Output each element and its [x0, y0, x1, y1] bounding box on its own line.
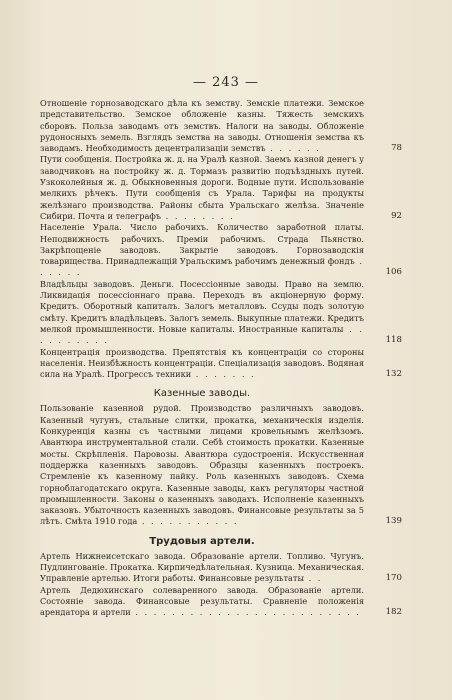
- toc-entry: Владѣльцы заводовъ. Деньги. Посессiонные заводы. Право на землю. Ликвидацiя посессiоннаго права. Переходъ въ акцiонерную форму. Кредитъ. Оборотный капиталъ. Залогъ металловъ. Ссуды подъ золотую смѣту. Кредитъ владѣльцевъ. Залогъ земель. Выкупные платежи. Кредитъ мелкой промышленности. Новые капиталы. Иностранные капиталы . . . . . . . . . . 118: [40, 278, 402, 346]
- toc-entry-page: 182: [385, 607, 402, 618]
- toc-entry: Отношенiе горнозаводскаго дѣла къ земству. Земскiе платежи. Земское представительство. Земское обложенiе казны. Тяжесть земскихъ сборовъ. Польза заводамъ отъ земствъ. Налоги на заводы. Обложенiе рудоносныхъ земель. Взглядъ земства на заводы. Отношенiя земства къ заводамъ. Необходимость децентрализацiи земствъ . . . . . . 78: [40, 98, 402, 154]
- page-number: — 243 —: [192, 75, 260, 90]
- toc-entry-text: Пользованiе казенной рудой. Производство различныхъ заводовъ. Казенный чугунъ, стальные слитки, прокатка, механическiя изделiя. Конкуренцiя казны съ частными лицами кровельнымъ желѣзомъ. Авантюра инструментальной стали. Себѣ стоимость прокатки. Казенные мосты. Скрѣпленiя. Паровозы. Авантюра судостроенiя. Искусственная поддержка казенныхъ заводовъ. Образцы казенныхъ построекъ. Стремленiе къ казенному пайку. Роль казенныхъ заводовъ. Схема горноблагодатскаго округа. Казенные заводы, какъ регуляторы частной промышленности. Законы о казенныхъ заводахъ. Исполненiе казенныхъ заказовъ. Убыточность казенныхъ заводовъ. Финансовые результаты за 5 лѣтъ. Смѣта 1910 года: [40, 403, 364, 527]
- toc-entry-text: Владѣльцы заводовъ. Деньги. Посессiонные заводы. Право на землю. Ликвидацiя посессiоннаго права. Переходъ въ акцiонерную форму. Кредитъ. Оборотный капиталъ. Залогъ металловъ. Ссуды подъ золотую смѣту. Кредитъ владѣльцевъ. Залогъ земель. Выкупные платежи. Кредитъ мелкой промышленности. Новые капиталы. Иностранные капиталы: [40, 278, 364, 334]
- toc-entry: Пользованiе казенной рудой. Производство различныхъ заводовъ. Казенный чугунъ, стальные слитки, прокатка, механическiя изделiя. Конкуренцiя казны съ частными лицами кровельнымъ желѣзомъ. Авантюра инструментальной стали. Себѣ стоимость прокатки. Казенные мосты. Скрѣпленiя. Паровозы. Авантюра судостроенiя. Искусственная поддержка казенныхъ заводовъ. Образцы казенныхъ построекъ. Стремленiе къ казенному пайку. Роль казенныхъ заводовъ. Схема горноблагодатскаго округа. Казенные заводы, какъ регуляторы частной промышленности. Законы о казенныхъ заводахъ. Исполненiе казенныхъ заказовъ. Убыточность казенныхъ заводовъ. Финансовые результаты за 5 лѣтъ. Смѣта 1910 года . . . . . . . . . . . 139: [40, 403, 402, 527]
- toc-entry-text: Концентрацiя производства. Препятствiя къ концентрацiи со стороны населенiя. Неизбѣжность концентрацiи. Спецiализацiя заводовъ. Водяная сила на Уралѣ. Прогрессъ техники: [40, 346, 364, 380]
- toc-entry-page: 92: [391, 210, 402, 221]
- toc-entry-page: 132: [385, 369, 402, 380]
- toc-entry-page: 118: [385, 335, 402, 346]
- toc-entry-text: Населенiе Урала. Число рабочихъ. Количество заработной платы. Неподвижность рабочихъ. Премiи рабочимъ. Страда Пьянство. Закрѣпощенiе заводовъ. Закрытiе заводовъ. Горнозаводскiя товарищества. Принадлежащiй Уральскимъ рабочимъ денежный фондъ: [40, 222, 364, 267]
- toc-entry: Артель Дедюхинскаго солеваренного завода. Образованiе артели. Состоянiе завода. Финансовые результаты. Сравненiе положенiя арендатора и артели . . . . . . . . . . . . . . . . . . . . . . . . . 182: [40, 584, 402, 618]
- toc-entry-page: 170: [385, 573, 402, 584]
- section-title: Казенные заводы.: [153, 388, 251, 400]
- toc-entry-page: 139: [385, 516, 402, 527]
- toc-entry-page: 106: [385, 267, 402, 278]
- toc-entry: Концентрацiя производства. Препятствiя къ концентрацiи со стороны населенiя. Неизбѣжность концентрацiи. Спецiализацiя заводовъ. Водяная сила на Уралѣ. Прогрессъ техники . . . . . . . 132: [40, 346, 402, 380]
- toc-entry-text: Артель Нижнеисетскаго завода. Образованiе артели. Топливо. Чугунъ. Пудлингованiе. Прокатка. Кирпичедѣлательная. Кузница. Механическая. Управленiе артелью. Итоги работы. Финансовые результаты: [40, 550, 364, 584]
- toc-entry-text: Артель Дедюхинскаго солеваренного завода. Образованiе артели. Состоянiе завода. Финансовые результаты. Сравненiе положенiя арендатора и артели: [40, 584, 364, 618]
- toc-entry-page: 78: [391, 143, 402, 154]
- toc-entry: Артель Нижнеисетскаго завода. Образованiе артели. Топливо. Чугунъ. Пудлингованiе. Прокатка. Кирпичедѣлательная. Кузница. Механическая. Управленiе артелью. Итоги работы. Финансовые результаты . . 170: [40, 550, 402, 584]
- toc-entry-text: Пути сообщенiя. Постройка ж. д. на Уралѣ казной. Заемъ казной денегъ у заводчиковъ на постройку ж. д. Тормазъ развитiю подъѣздныхъ путей. Узкоколейныя ж. д. Обыкновенныя дороги. Водные пути. Использованiе мелкихъ рѣчекъ. Пути сообщенiя съ Урала. Тарифы на продукты желѣзнаго производства. Районы сбыта Уральскаго желѣза. Значенiе Сибири. Почта и телеграфъ: [40, 154, 364, 221]
- table-of-contents: [40, 98, 402, 618]
- section-title: Трудовыя артели.: [149, 535, 255, 547]
- toc-entry-text: Отношенiе горнозаводскаго дѣла къ земству. Земскiе платежи. Земское представительство. Земское обложенiе казны. Тяжесть земскихъ сборовъ. Польза заводамъ отъ земствъ. Налоги на заводы. Обложенiе рудоносныхъ земель. Взглядъ земства на заводы. Отношенiя земства къ заводамъ. Необходимость децентрализацiи земствъ: [40, 98, 364, 154]
- toc-entry: Населенiе Урала. Число рабочихъ. Количество заработной платы. Неподвижность рабочихъ. Премiи рабочимъ. Страда Пьянство. Закрѣпощенiе заводовъ. Закрытiе заводовъ. Горнозаводскiя товарищества. Принадлежащiй Уральскимъ рабочимъ денежный фондъ . . . . . . 106: [40, 222, 402, 278]
- toc-entry: Пути сообщенiя. Постройка ж. д. на Уралѣ казной. Заемъ казной денегъ у заводчиковъ на постройку ж. д. Тормазъ развитiю подъѣздныхъ путей. Узкоколейныя ж. д. Обыкновенныя дороги. Водные пути. Использованiе мелкихъ рѣчекъ. Пути сообщенiя съ Урала. Тарифы на продукты желѣзнаго производства. Районы сбыта Уральскаго желѣза. Значенiе Сибири. Почта и телеграфъ . . . . . . . . 92: [40, 154, 402, 221]
